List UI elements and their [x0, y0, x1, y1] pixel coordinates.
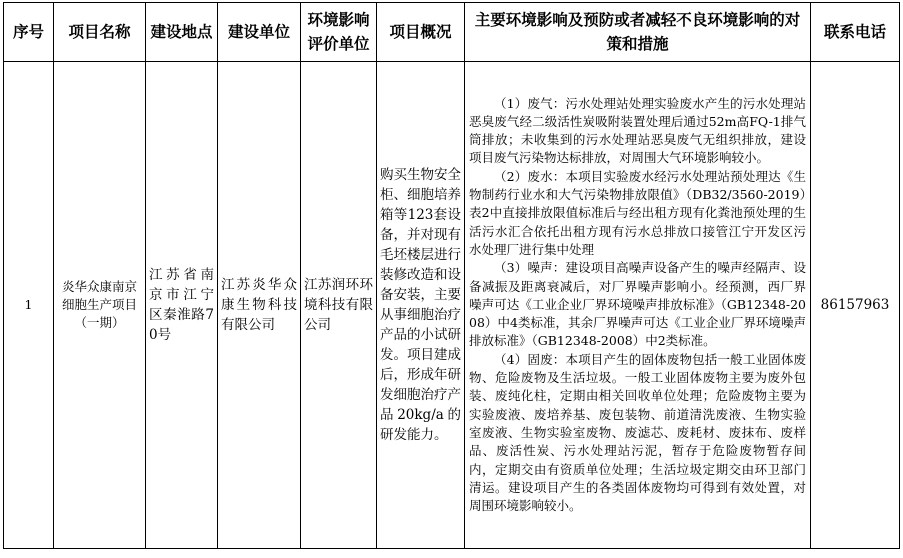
measure-waste-water: （2）废水：本项目实验废水经污水处理站预处理达《生物制药行业水和大气污染物排放限值》（DB32/3560-2019）表2中直接排放限值标准后与经出租方现有化粪池预处理的生活污水汇合依托出租方现有污水总排放口接管江宁开发区污水处理厂进行集中处理 [469, 168, 806, 257]
cell-eia-unit: 江苏润环环境科技有限公司 [301, 62, 377, 549]
table-row [4, 62, 900, 549]
header-builder: 建设单位 [218, 3, 301, 62]
header-row [4, 3, 900, 62]
measure-waste-gas: （1）废气：污水处理站处理实验废水产生的污水处理站恶臭废气经二级活性炭吸附装置处理后通过52m高FQ-1排气筒排放；未收集到的污水处理站恶臭废气无组织排放，建设项目废气污染物达标排放，对周围大气环境影响较小。 [469, 95, 806, 166]
cell-phone: 86157963 [811, 62, 900, 549]
header-eia-unit: 环境影响评价单位 [301, 3, 377, 62]
header-no: 序号 [4, 3, 54, 62]
header-location: 建设地点 [146, 3, 218, 62]
cell-builder: 江苏炎华众康生物科技有限公司 [218, 62, 301, 549]
header-phone: 联系电话 [811, 3, 900, 62]
cell-measures [465, 62, 811, 549]
header-overview: 项目概况 [377, 3, 465, 62]
cell-location: 江苏省南京市江宁区秦淮路70号 [146, 62, 218, 549]
measure-solid-waste: （4）固废：本项目产生的固体废物包括一般工业固体废物、危险废物及生活垃圾。一般工业固体废物主要为废外包装、废纯化柱，定期由相关回收单位处理；危险废物主要为实验废液、废培养基、废包装物、前道清洗废液、生物实验室废液、生物实验室废物、废滤芯、废耗材、废抹布、废样品、废活性炭、污水处理站污泥，暂存于危险废物暂存间内，定期交由有资质单位处理；生活垃圾定期交由环卫部门清运。建设项目产生的各类固体废物均可得到有效处置，对周围环境影响较小。 [469, 351, 806, 514]
cell-overview: 购买生物安全柜、细胞培养箱等123套设备，并对现有毛坯楼层进行装修改造和设备安装，主要从事细胞治疗产品的小试研发。项目建成后，形成年研发细胞治疗产品20kg/a的研发能力。 [377, 62, 465, 549]
header-measures: 主要环境影响及预防或者减轻不良环境影响的对策和措施 [465, 3, 811, 62]
measure-noise: （3）噪声：建设项目高噪声设备产生的噪声经隔声、设备减振及距离衰减后，对厂界噪声影响小。经预测，西厂界噪声可达《工业企业厂界环境噪声排放标准》（GB12348-2008）中4类标准，其余厂界噪声可达《工业企业厂界环境噪声排放标准》（GB12348-2008）中2类标准。 [469, 260, 806, 349]
header-project-name: 项目名称 [54, 3, 146, 62]
eia-approval-table [3, 2, 900, 549]
cell-project-name: 炎华众康南京细胞生产项目（一期） [54, 62, 146, 549]
cell-no: 1 [4, 62, 54, 549]
